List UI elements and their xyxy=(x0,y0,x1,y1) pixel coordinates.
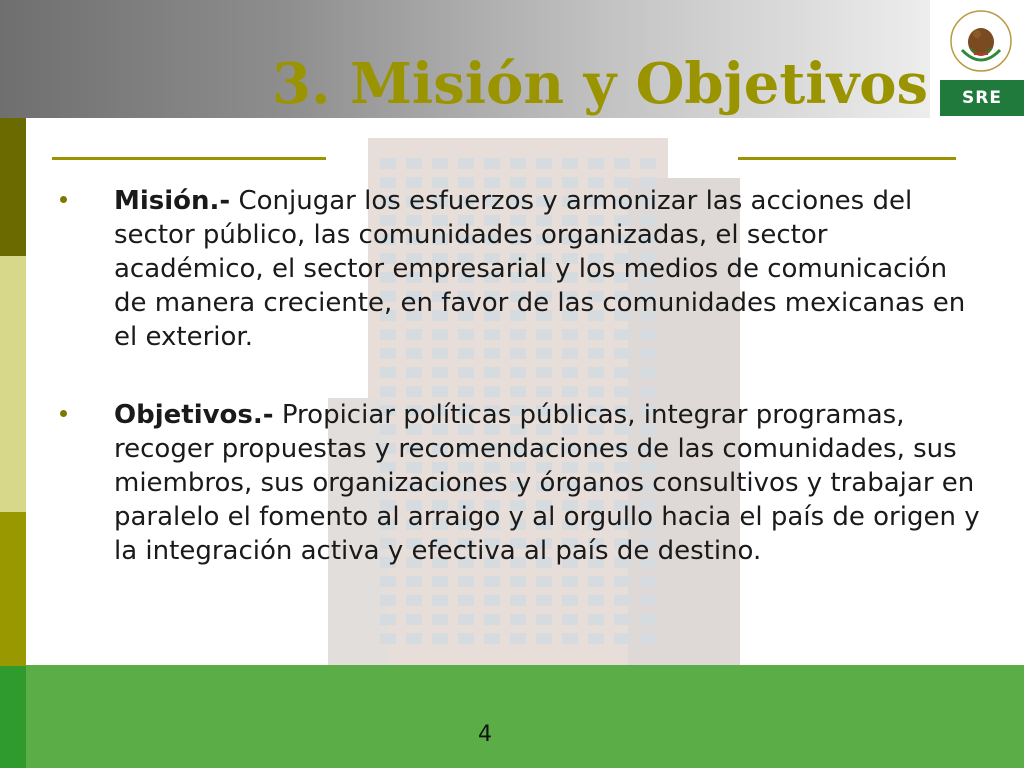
title-rule-left xyxy=(52,157,326,160)
building-window xyxy=(614,576,630,587)
slide-title: 3. Misión y Objetivos xyxy=(271,51,928,117)
building-window xyxy=(406,158,422,169)
building-window xyxy=(484,158,500,169)
building-window xyxy=(484,595,500,606)
building-window xyxy=(510,633,526,644)
building-window xyxy=(536,614,552,625)
building-window xyxy=(458,158,474,169)
building-window xyxy=(536,633,552,644)
building-window xyxy=(406,576,422,587)
page-number: 4 xyxy=(478,722,492,747)
building-window xyxy=(588,614,604,625)
bullet-body: Propiciar políticas públicas, integrar programas, recoger propuestas y recomendaciones de las comunidades, sus miembros, sus organizaciones y órganos consultivos y trabajar en paralelo el fomento al arraigo y al orgullo hacia el país de origen y la integración activa y efectiva al país de destino. xyxy=(114,400,980,566)
bullet-text xyxy=(114,184,980,354)
building-window xyxy=(536,595,552,606)
stripe-pale-olive xyxy=(0,256,26,512)
building-window xyxy=(432,614,448,625)
bullet-list xyxy=(60,184,980,568)
building-window xyxy=(432,158,448,169)
building-window xyxy=(614,633,630,644)
list-item-objetivos xyxy=(60,398,980,568)
building-window xyxy=(510,576,526,587)
building-window xyxy=(380,576,396,587)
sre-badge: SRE xyxy=(940,80,1024,116)
bullet-body: Conjugar los esfuerzos y armonizar las acciones del sector público, las comunidades organizadas, el sector académico, el sector empresarial y los medios de comunicación de manera creciente, en favor de las comunidades mexicanas en el exterior. xyxy=(114,186,966,352)
stripe-green xyxy=(0,666,26,768)
bullet-dot-icon xyxy=(60,410,67,417)
building-window xyxy=(484,614,500,625)
building-window xyxy=(432,595,448,606)
building-window xyxy=(380,614,396,625)
building-window xyxy=(614,614,630,625)
building-window xyxy=(432,633,448,644)
title-rule-right xyxy=(738,157,956,160)
building-window xyxy=(406,633,422,644)
building-window xyxy=(562,595,578,606)
stripe-dark-olive xyxy=(0,118,26,256)
mexican-seal-icon xyxy=(948,4,1014,78)
left-accent-stripes xyxy=(0,118,26,768)
building-window xyxy=(510,614,526,625)
building-window xyxy=(432,576,448,587)
building-window xyxy=(406,614,422,625)
building-window xyxy=(484,633,500,644)
building-window xyxy=(536,576,552,587)
building-window xyxy=(562,633,578,644)
building-window xyxy=(458,576,474,587)
building-window xyxy=(640,576,656,587)
building-window xyxy=(588,633,604,644)
bullet-text xyxy=(114,398,980,568)
building-window xyxy=(588,158,604,169)
bullet-label: Objetivos.- xyxy=(114,400,274,430)
stripe-olive xyxy=(0,512,26,666)
building-window xyxy=(562,158,578,169)
building-window xyxy=(536,158,552,169)
building-window xyxy=(562,614,578,625)
building-window xyxy=(458,633,474,644)
building-window xyxy=(458,614,474,625)
building-window xyxy=(380,633,396,644)
building-window xyxy=(458,595,474,606)
building-window xyxy=(562,576,578,587)
footer-band xyxy=(26,665,1024,768)
building-window xyxy=(640,614,656,625)
building-window xyxy=(614,595,630,606)
building-window xyxy=(406,595,422,606)
building-window xyxy=(380,595,396,606)
building-window xyxy=(510,158,526,169)
bullet-dot-icon xyxy=(60,196,67,203)
sre-logo xyxy=(936,0,1024,118)
bullet-label: Misión.- xyxy=(114,186,231,216)
building-window xyxy=(510,595,526,606)
building-window xyxy=(640,595,656,606)
list-item-mision xyxy=(60,184,980,354)
building-window xyxy=(614,158,630,169)
building-window xyxy=(640,158,656,169)
building-window xyxy=(588,576,604,587)
building-window xyxy=(640,633,656,644)
building-window xyxy=(588,595,604,606)
building-window xyxy=(484,576,500,587)
building-window xyxy=(380,158,396,169)
